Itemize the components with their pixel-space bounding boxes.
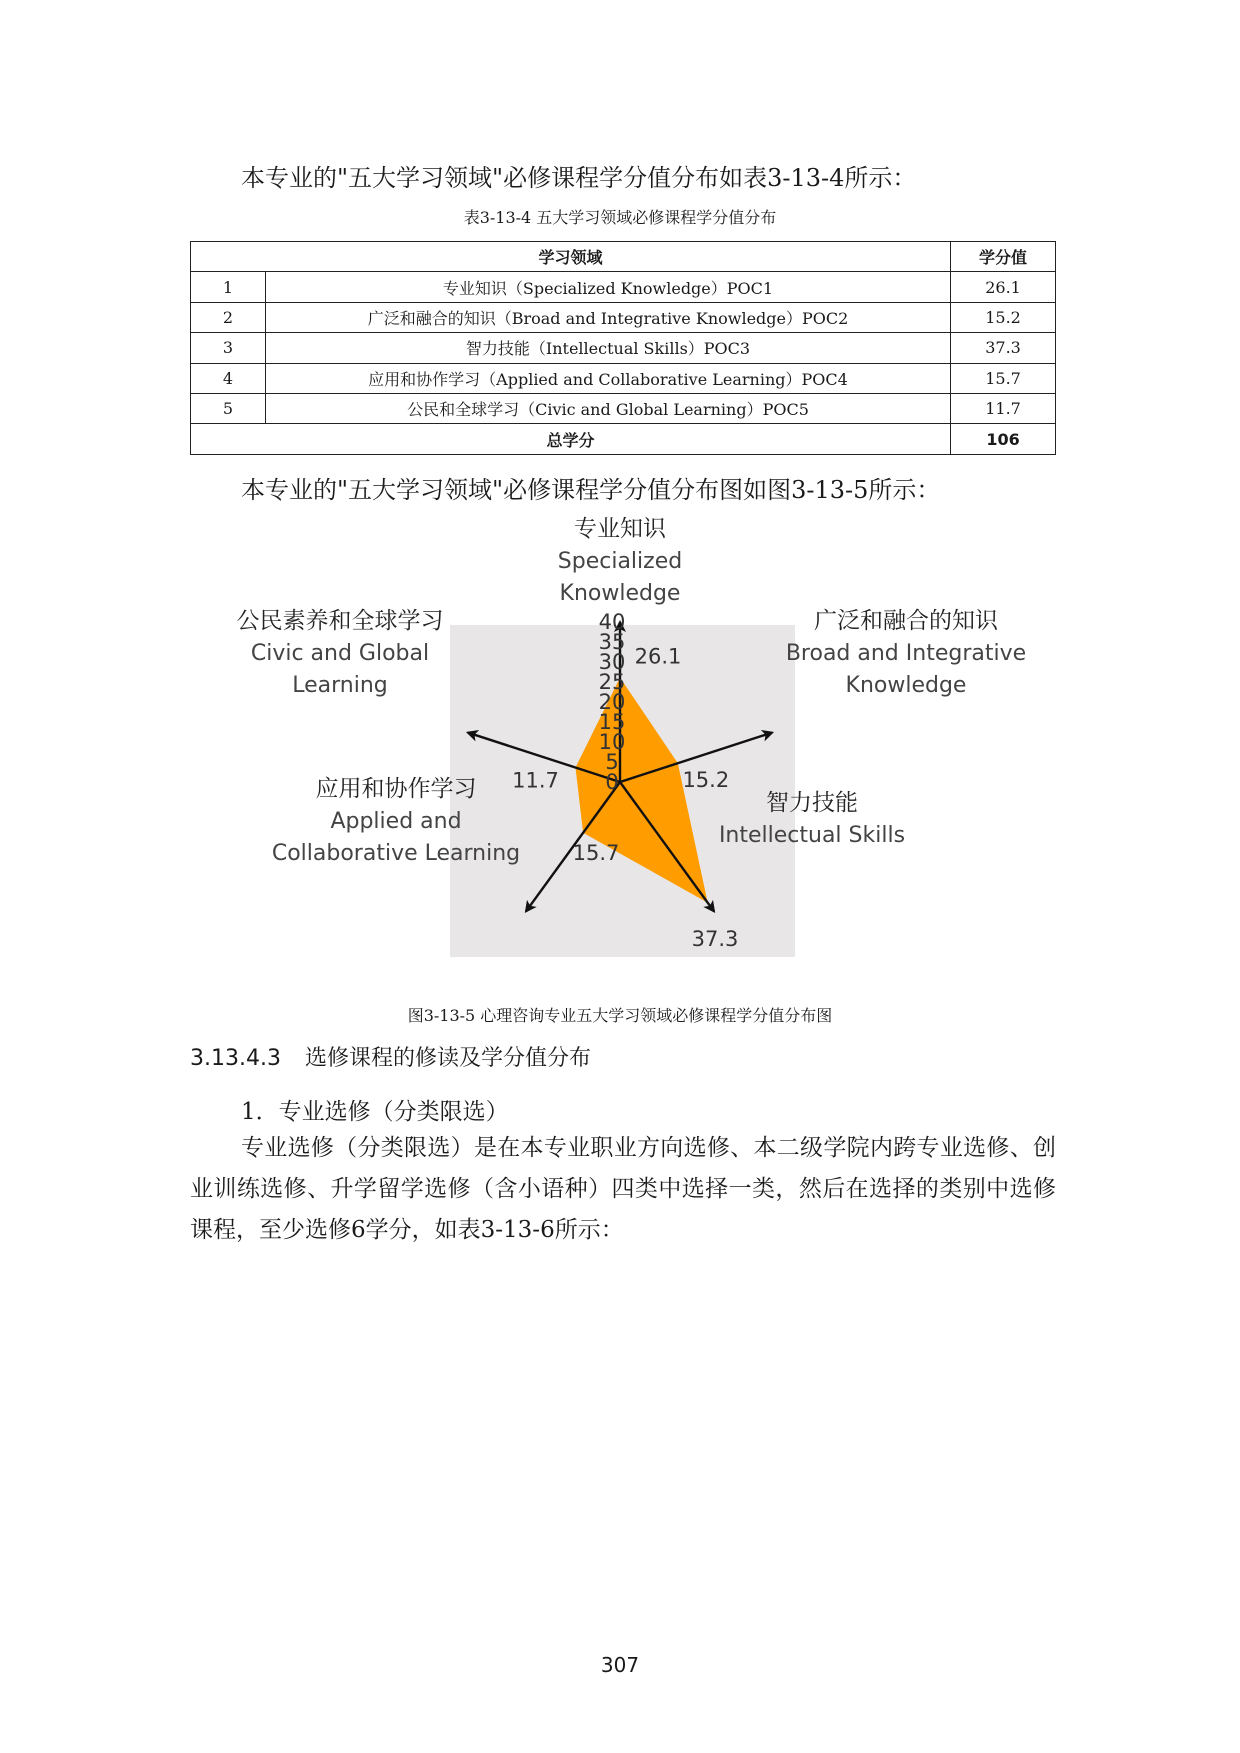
- axis-label-cn: 专业知识: [574, 516, 666, 542]
- axis-label-en: Knowledge: [559, 581, 681, 606]
- intro-sentence-table: 本专业的"五大学习领域"必修课程学分值分布如表3-13-4所示：: [241, 164, 917, 192]
- row-number: 3: [191, 333, 266, 363]
- row-number: 4: [191, 363, 266, 393]
- row-number: 5: [191, 393, 266, 423]
- section-heading: [190, 1041, 591, 1072]
- header-domain: 学习领域: [191, 242, 951, 272]
- table-row: [191, 333, 1056, 363]
- value-label: 15.7: [572, 841, 620, 865]
- axis-label-cn: 智力技能: [766, 790, 858, 816]
- row-credit: 15.7: [951, 363, 1056, 393]
- axis-label-cn: 应用和协作学习: [315, 776, 477, 802]
- row-domain: 广泛和融合的知识（Broad and Integrative Knowledge）POC2: [265, 302, 950, 332]
- axis-label-cn: 广泛和融合的知识: [814, 608, 998, 634]
- axis-label-en: Civic and Global: [250, 641, 430, 666]
- axis-label-en: Knowledge: [845, 673, 967, 698]
- credit-distribution-table: [190, 241, 1056, 455]
- value-label: 11.7: [512, 768, 559, 793]
- tick-label: 40: [598, 610, 626, 634]
- value-label: 37.3: [691, 927, 739, 951]
- tick-label: 30: [598, 650, 626, 674]
- value-label: 26.1: [634, 644, 682, 669]
- total-value: 106: [951, 424, 1056, 454]
- header-credit: 学分值: [951, 242, 1056, 272]
- tick-label: 35: [598, 630, 626, 654]
- axis-label-en: Learning: [292, 673, 388, 698]
- tick-label: 0: [605, 770, 619, 794]
- row-domain: 智力技能（Intellectual Skills）POC3: [265, 333, 950, 363]
- tick-label: 15: [598, 710, 626, 734]
- tick-label: 20: [598, 690, 626, 714]
- figure-caption: 图3-13-5 心理咨询专业五大学习领域必修课程学分值分布图: [407, 1006, 833, 1025]
- total-label: 总学分: [191, 424, 951, 454]
- row-number: 1: [191, 272, 266, 302]
- intro-sentence-figure: 本专业的"五大学习领域"必修课程学分值分布图如图3-13-5所示：: [241, 476, 941, 504]
- row-number: 2: [191, 302, 266, 332]
- section-number: 3.13.4.3: [190, 1046, 281, 1071]
- tick-label: 5: [605, 750, 619, 774]
- tick-label: 25: [598, 670, 626, 694]
- table-total-row: [191, 424, 1056, 454]
- row-credit: 11.7: [951, 393, 1056, 423]
- axis-label-en: Intellectual Skills: [718, 823, 906, 848]
- table-row: [191, 302, 1056, 332]
- tick-label: 10: [598, 730, 626, 754]
- row-domain: 专业知识（Specialized Knowledge）POC1: [265, 272, 950, 302]
- table-row: [191, 363, 1056, 393]
- axis-label-en: Applied and: [330, 809, 462, 834]
- axis-label-en: Broad and Integrative: [785, 641, 1027, 666]
- row-domain: 公民和全球学习（Civic and Global Learning）POC5: [265, 393, 950, 423]
- axis-label-en: Specialized: [557, 549, 683, 574]
- page-number: 307: [600, 1653, 640, 1677]
- row-credit: 26.1: [951, 272, 1056, 302]
- value-label: 15.2: [682, 768, 730, 793]
- table-row: [191, 272, 1056, 302]
- subheading: 1．专业选修（分类限选）: [241, 1099, 509, 1125]
- row-domain: 应用和协作学习（Applied and Collaborative Learning）POC4: [265, 363, 950, 393]
- row-credit: 15.2: [951, 302, 1056, 332]
- radar-chart: [0, 510, 1240, 990]
- axis-label-en: Collaborative Learning: [271, 841, 521, 866]
- section-title: 选修课程的修读及学分值分布: [304, 1046, 591, 1071]
- table-header-row: [191, 242, 1056, 272]
- table-row: [191, 393, 1056, 423]
- axis-label-cn: 公民素养和全球学习: [236, 608, 444, 634]
- table-caption: 表3-13-4 五大学习领域必修课程学分值分布: [463, 208, 777, 227]
- row-credit: 37.3: [951, 333, 1056, 363]
- body-paragraph: 专业选修（分类限选）是在本专业职业方向选修、本二级学院内跨专业选修、创业训练选修、升学留学选修（含小语种）四类中选择一类，然后在选择的类别中选修课程，至少选修6学分，如表3-13-6所示：: [190, 1135, 1056, 1243]
